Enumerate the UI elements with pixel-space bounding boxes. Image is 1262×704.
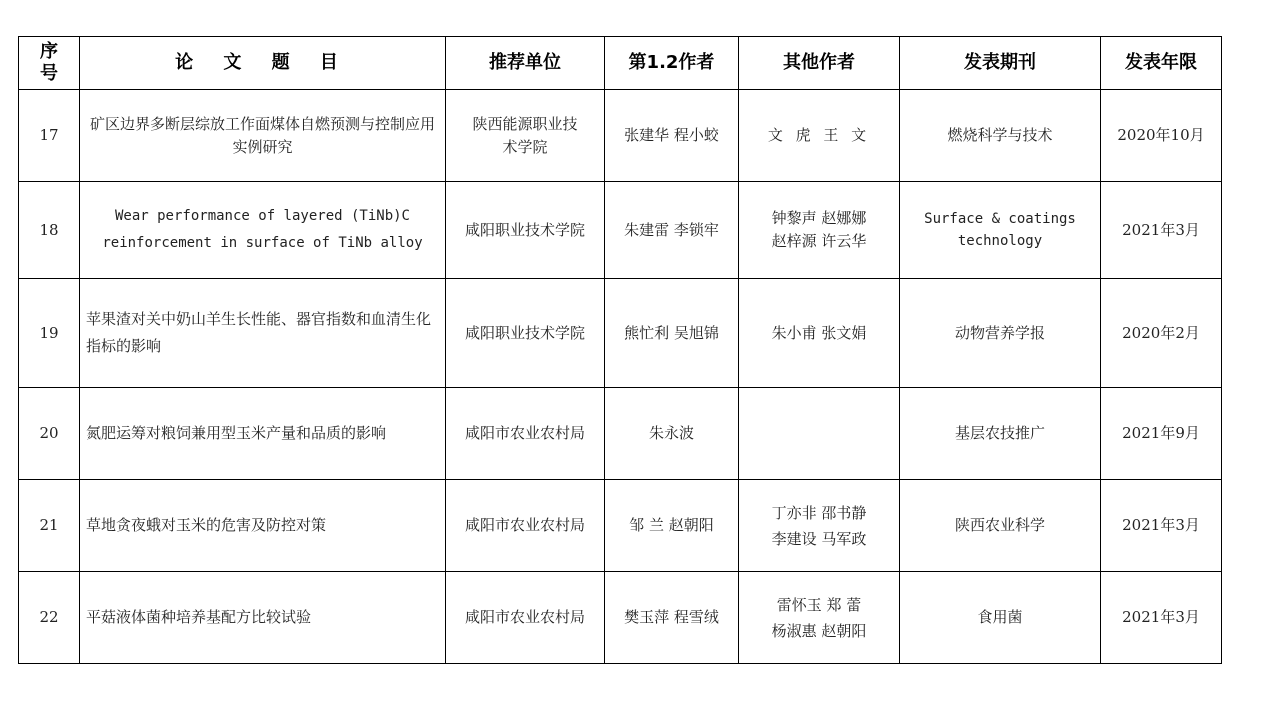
table-row <box>19 279 1222 388</box>
other-authors: 钟黎声 赵娜娜 赵梓源 许云华 <box>739 182 900 279</box>
paper-title: 氮肥运筹对粮饲兼用型玉米产量和品质的影响 <box>80 388 446 480</box>
paper-title: Wear performance of layered (TiNb)C reinforcement in surface of TiNb alloy <box>80 182 446 279</box>
header-title: 论 文 题 目 <box>80 37 446 90</box>
journal: Surface & coatings technology <box>900 182 1101 279</box>
table-row <box>19 480 1222 572</box>
table-row <box>19 388 1222 480</box>
main-authors: 张建华 程小蛟 <box>605 90 739 182</box>
main-authors: 邹 兰 赵朝阳 <box>605 480 739 572</box>
publish-date: 2020年2月 <box>1101 279 1222 388</box>
header-no: 序号 <box>19 37 80 90</box>
main-authors: 朱建雷 李锁牢 <box>605 182 739 279</box>
header-year: 发表年限 <box>1101 37 1222 90</box>
recommending-unit: 咸阳市农业农村局 <box>446 480 605 572</box>
paper-title: 平菇液体菌种培养基配方比较试验 <box>80 572 446 664</box>
header-unit: 推荐单位 <box>446 37 605 90</box>
paper-title: 草地贪夜蛾对玉米的危害及防控对策 <box>80 480 446 572</box>
journal: 陕西农业科学 <box>900 480 1101 572</box>
other-authors: 朱小甫 张文娟 <box>739 279 900 388</box>
row-no: 21 <box>19 480 80 572</box>
journal: 基层农技推广 <box>900 388 1101 480</box>
row-no: 20 <box>19 388 80 480</box>
main-authors: 樊玉萍 程雪绒 <box>605 572 739 664</box>
table-row <box>19 90 1222 182</box>
paper-title: 苹果渣对关中奶山羊生长性能、器官指数和血清生化指标的影响 <box>80 279 446 388</box>
header-main-authors: 第1.2作者 <box>605 37 739 90</box>
header-other-authors: 其他作者 <box>739 37 900 90</box>
other-authors: 文 虎 王 文 <box>739 90 900 182</box>
header-journal: 发表期刊 <box>900 37 1101 90</box>
header-row <box>19 37 1222 90</box>
recommending-unit: 咸阳职业技术学院 <box>446 182 605 279</box>
row-no: 19 <box>19 279 80 388</box>
papers-table <box>18 36 1222 664</box>
other-authors <box>739 388 900 480</box>
journal: 食用菌 <box>900 572 1101 664</box>
other-authors: 丁亦非 邵书静 李建设 马军政 <box>739 480 900 572</box>
row-no: 18 <box>19 182 80 279</box>
main-authors: 朱永波 <box>605 388 739 480</box>
row-no: 17 <box>19 90 80 182</box>
publish-date: 2020年10月 <box>1101 90 1222 182</box>
recommending-unit: 陕西能源职业技术学院 <box>446 90 605 182</box>
recommending-unit: 咸阳市农业农村局 <box>446 388 605 480</box>
publish-date: 2021年3月 <box>1101 572 1222 664</box>
row-no: 22 <box>19 572 80 664</box>
paper-title: 矿区边界多断层综放工作面煤体自燃预测与控制应用实例研究 <box>80 90 446 182</box>
journal: 动物营养学报 <box>900 279 1101 388</box>
publish-date: 2021年9月 <box>1101 388 1222 480</box>
recommending-unit: 咸阳职业技术学院 <box>446 279 605 388</box>
table-row <box>19 182 1222 279</box>
recommending-unit: 咸阳市农业农村局 <box>446 572 605 664</box>
table-row <box>19 572 1222 664</box>
main-authors: 熊忙利 吴旭锦 <box>605 279 739 388</box>
publish-date: 2021年3月 <box>1101 182 1222 279</box>
journal: 燃烧科学与技术 <box>900 90 1101 182</box>
publish-date: 2021年3月 <box>1101 480 1222 572</box>
other-authors: 雷怀玉 郑 蕾 杨淑惠 赵朝阳 <box>739 572 900 664</box>
